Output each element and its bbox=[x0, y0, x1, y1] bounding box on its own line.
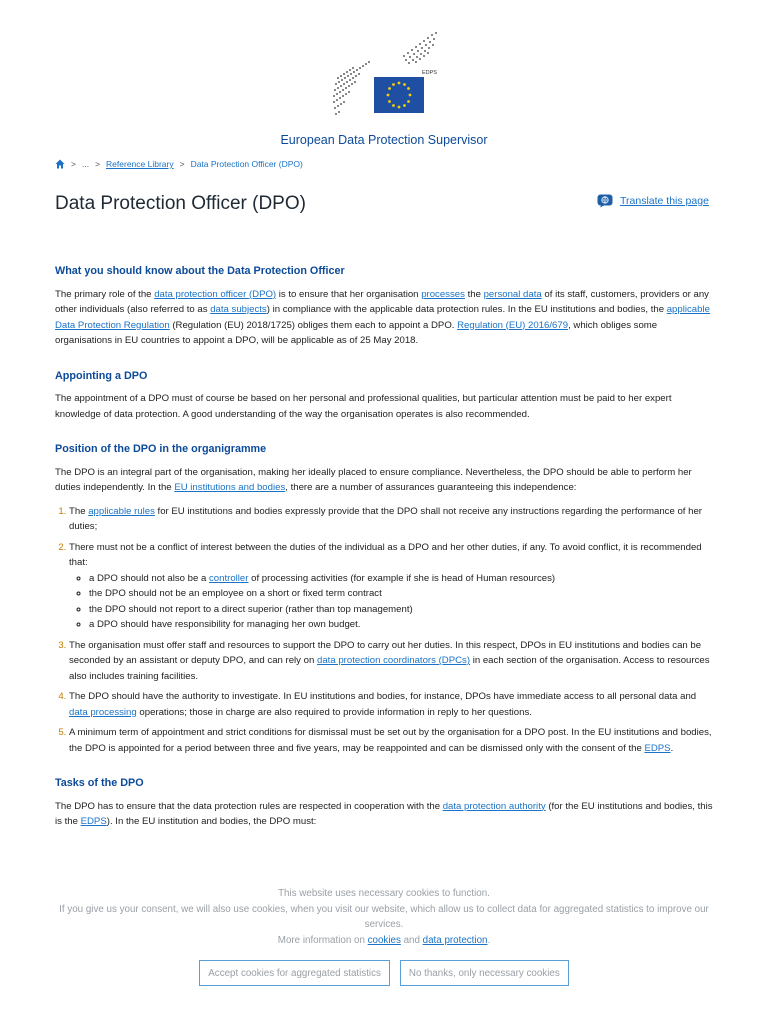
text-span: and bbox=[400, 934, 423, 946]
text-span: The DPO should have the authority to investigate. In EU institutions and bodies, for instance, DPOs have immediate access to all personal data and bbox=[69, 691, 697, 702]
assurances-list bbox=[55, 504, 715, 757]
text-span: There must not be a conflict of interest between the duties of the individual as a DPO and her other duties, if any. To avoid conflict, it is recommended that: bbox=[69, 541, 702, 568]
site-header bbox=[0, 0, 768, 147]
data-protection-link[interactable]: data protection bbox=[422, 934, 488, 946]
section-appointing bbox=[55, 369, 715, 423]
edps-logo[interactable] bbox=[324, 30, 444, 120]
link-edps[interactable]: EDPS bbox=[644, 742, 671, 754]
text-span: The organisation must offer staff and resources to support the DPO to carry out her duties. In this respect, DPOs in EU institutions and bodies can be seconded by an assistant or deputy DPO, and can rely on bbox=[69, 639, 702, 666]
list-item bbox=[69, 540, 715, 633]
list-item bbox=[69, 638, 715, 685]
text-span: The DPO has to ensure that the data protection rules are respected in cooperation with the bbox=[55, 800, 443, 812]
link-data-subjects[interactable]: data subjects bbox=[210, 304, 267, 315]
list-item bbox=[69, 725, 715, 756]
link-edps[interactable]: EDPS bbox=[80, 816, 107, 827]
section-heading: Tasks of the DPO bbox=[55, 777, 144, 789]
text-span: The bbox=[69, 505, 89, 517]
list-item bbox=[69, 504, 715, 535]
text-span: , there are a number of assurances guaranteeing this independence: bbox=[285, 482, 577, 493]
link-dp-authority[interactable]: data protection authority bbox=[442, 800, 546, 812]
link-personal-data[interactable]: personal data bbox=[483, 288, 542, 300]
sub-list-item: ◦ the DPO should not be an employee on a short or fixed term contract bbox=[89, 586, 715, 602]
section-heading: Position of the DPO in the organigramme bbox=[55, 443, 267, 455]
link-eu-institutions[interactable]: EU institutions and bodies bbox=[174, 482, 286, 493]
cookie-banner bbox=[0, 878, 768, 1024]
link-regulation-2016-679[interactable]: Regulation (EU) 2016/679 bbox=[457, 319, 569, 331]
sub-list-item: ◦ the DPO should not report to a direct superior (rather than top management) bbox=[89, 602, 715, 618]
sub-list-item: ◦ a DPO should have responsibility for managing her own budget. bbox=[89, 617, 715, 633]
link-dpcs[interactable]: data protection coordinators (DPCs) bbox=[317, 655, 471, 666]
svg-text:EDPS: EDPS bbox=[422, 70, 437, 76]
sub-list bbox=[69, 571, 715, 633]
translate-widget[interactable] bbox=[597, 194, 709, 208]
breadcrumb-separator: > bbox=[95, 159, 101, 169]
text-span: a DPO should not also be a bbox=[89, 572, 209, 584]
section-what-to-know bbox=[55, 264, 715, 349]
link-dpo[interactable]: data protection officer (DPO) bbox=[154, 288, 277, 300]
cookie-text-line1: This website uses necessary cookies to function. bbox=[278, 888, 490, 899]
translate-icon[interactable] bbox=[597, 194, 613, 208]
section-position bbox=[55, 442, 715, 756]
cookie-text-line3 bbox=[0, 933, 768, 949]
page-title: Data Protection Officer (DPO) bbox=[55, 193, 306, 214]
breadcrumb-separator: > bbox=[179, 159, 185, 169]
section-tasks bbox=[55, 776, 715, 830]
main-content bbox=[55, 264, 715, 850]
text-span: , which obliges some organisations in EU countries to appoint a DPO, will be applicable as of 25 May 2018. bbox=[55, 319, 658, 346]
text-span: . bbox=[487, 934, 491, 946]
text-span: (for the EU institutions and bodies, this is the bbox=[55, 800, 713, 827]
link-applicable-rules[interactable]: applicable rules bbox=[88, 505, 155, 517]
text-span: operations; those in charge are also required to provide information in reply to her questions. bbox=[136, 706, 532, 718]
cookies-link[interactable]: cookies bbox=[367, 934, 401, 946]
text-span: ). In the EU institution and bodies, the DPO must: bbox=[106, 816, 317, 827]
text-span: of its staff, customers, providers or any other individuals (also referred to as bbox=[55, 288, 709, 315]
link-applicable-regulation[interactable]: applicable Data Protection Regulation bbox=[55, 304, 710, 331]
list-item bbox=[69, 689, 715, 720]
text-span: (Regulation (EU) 2018/1725) obliges them each to appoint a DPO. bbox=[169, 319, 458, 331]
text-span: for EU institutions and bodies expressly provide that the DPO shall not receive any instructions regarding the performance of her duties; bbox=[69, 505, 703, 532]
section-paragraph bbox=[55, 465, 715, 496]
breadcrumb-ellipsis[interactable]: ... bbox=[81, 159, 90, 169]
text-span: in each section of the organisation. Access to resources also includes training facilities. bbox=[69, 655, 710, 682]
section-paragraph: The appointment of a DPO must of course be based on her personal and professional qualities, but particular attention must be paid to her expert knowledge of data protection. A good understanding of the way the organisation operates is also recommended. bbox=[55, 393, 672, 420]
section-paragraph bbox=[55, 799, 715, 830]
link-controller[interactable]: controller bbox=[209, 572, 249, 584]
breadcrumb-separator: > bbox=[71, 159, 76, 169]
org-name-link[interactable]: European Data Protection Supervisor bbox=[280, 133, 488, 147]
breadcrumb bbox=[55, 159, 303, 169]
section-heading: Appointing a DPO bbox=[55, 369, 148, 382]
cookie-buttons bbox=[0, 960, 768, 986]
text-span: ) in compliance with the applicable data protection rules. In the EU institutions and bodies, the bbox=[266, 304, 667, 315]
cookie-text-line2: If you give us your consent, we will also use cookies, when you visit our website, which allow us to collect data for aggregated statistics to improve our services. bbox=[59, 903, 709, 930]
link-data-processing[interactable]: data processing bbox=[69, 706, 137, 718]
text-span: . bbox=[670, 742, 674, 754]
sub-list-item bbox=[89, 571, 715, 587]
text-span: The DPO is an integral part of the organisation, making her ideally placed to ensure compliance. Nevertheless, the DPO should be able to perform her duties independently. In the bbox=[55, 466, 692, 493]
text-span: A minimum term of appointment and strict conditions for dismissal must be set out by the organisation for a DPO post. In the EU institutions and bodies, the DPO is appointed for a period between three and five years, may be reappointed and can be dismissed only with the consent of the bbox=[69, 727, 712, 754]
text-span: The primary role of the bbox=[55, 288, 155, 300]
text-span: of processing activities (for example if she is head of Human resources) bbox=[248, 572, 556, 584]
translate-link[interactable]: Translate this page bbox=[620, 195, 709, 207]
home-icon[interactable] bbox=[55, 159, 65, 169]
breadcrumb-current: Data Protection Officer (DPO) bbox=[190, 159, 303, 169]
text-span: More information on bbox=[277, 934, 368, 946]
section-heading: What you should know about the Data Protection Officer bbox=[55, 265, 345, 277]
breadcrumb-reference-library[interactable]: Reference Library bbox=[106, 159, 174, 169]
text-span: is to ensure that her organisation bbox=[276, 288, 422, 300]
text-span: the bbox=[464, 288, 484, 300]
section-paragraph bbox=[55, 287, 715, 349]
accept-cookies-button[interactable]: Accept cookies for aggregated statistics bbox=[199, 960, 390, 986]
decline-cookies-button[interactable]: No thanks, only necessary cookies bbox=[400, 960, 569, 986]
link-processes[interactable]: processes bbox=[421, 288, 465, 300]
